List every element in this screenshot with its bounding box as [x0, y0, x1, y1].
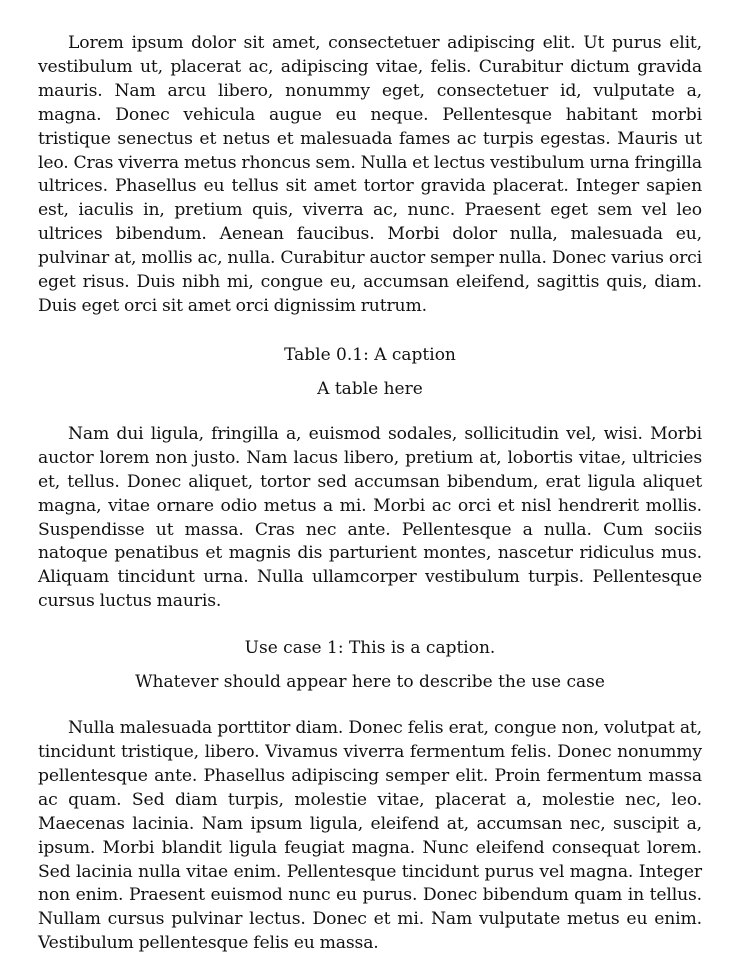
table-body: A table here — [317, 378, 423, 399]
paragraph-1: Lorem ipsum dolor sit amet, consectetuer adipiscing elit. Ut purus elit, vestibulum ut, placerat ac, adipiscing vitae, felis. Curabitur dictum gravida mauris. Nam arcu libero, nonummy eget, consectetuer id, vulputate a, magna. Donec vehicula augue eu neque. Pellentesque habitant morbi tristique senectus et netus et malesuada fames ac turpis egestas. Mauris ut leo. Cras viverra metus rhoncus sem. Nulla et lectus vestibulum urna fringilla ultrices. Phasellus eu tellus sit amet tortor gravida placerat. Integer sapien est, iaculis in, pretium quis, viverra ac, nunc. Praesent eget sem vel leo ultrices bibendum. Aenean faucibus. Morbi dolor nulla, malesuada eu, pulvinar at, mollis ac, nulla. Curabitur auctor semper nulla. Donec varius orci eget risus. Duis nibh mi, congue eu, accumsan eleifend, sagittis quis, diam. Duis eget orci sit amet orci dignissim rutrum. — [38, 33, 702, 316]
usecase-caption: Use case 1: This is a caption. — [244, 638, 496, 659]
usecase-float — [38, 636, 702, 694]
table-float — [38, 343, 702, 401]
paragraph-2: Nam dui ligula, fringilla a, euismod sodales, sollicitudin vel, wisi. Morbi auctor lorem non justo. Nam lacus libero, pretium at, lobortis vitae, ultricies et, tellus. Donec aliquet, tortor sed accumsan bibendum, erat ligula aliquet magna, vitae ornare odio metus a mi. Morbi ac orci et nisl hendrerit mollis. Suspendisse ut massa. Cras nec ante. Pellentesque a nulla. Cum sociis natoque penatibus et magnis dis parturient montes, nascetur ridiculus mus. Aliquam tincidunt urna. Nulla ullamcorper vestibulum turpis. Pellentesque cursus luctus mauris. — [38, 423, 702, 612]
paragraph-3: Nulla malesuada porttitor diam. Donec felis erat, congue non, volutpat at, tincidunt tristique, libero. Vivamus viverra fermentum felis. Donec nonummy pellentesque ante. Phasellus adipiscing semper elit. Proin fermentum massa ac quam. Sed diam turpis, molestie vitae, placerat a, molestie nec, leo. Maecenas lacinia. Nam ipsum ligula, eleifend at, accumsan nec, suscipit a, ipsum. Morbi blandit ligula feugiat magna. Nunc eleifend consequat lorem. Sed lacinia nulla vitae enim. Pellentesque tincidunt purus vel magna. Integer non enim. Praesent euismod nunc eu purus. Donec bibendum quam in tellus. Nullam cursus pulvinar lectus. Donec et mi. Nam vulputate metus eu enim. Vestibulum pellentesque felis eu massa. — [38, 718, 702, 954]
usecase-body: Whatever should appear here to describe the use case — [135, 672, 605, 693]
table-caption: Table 0.1: A caption — [284, 344, 456, 365]
